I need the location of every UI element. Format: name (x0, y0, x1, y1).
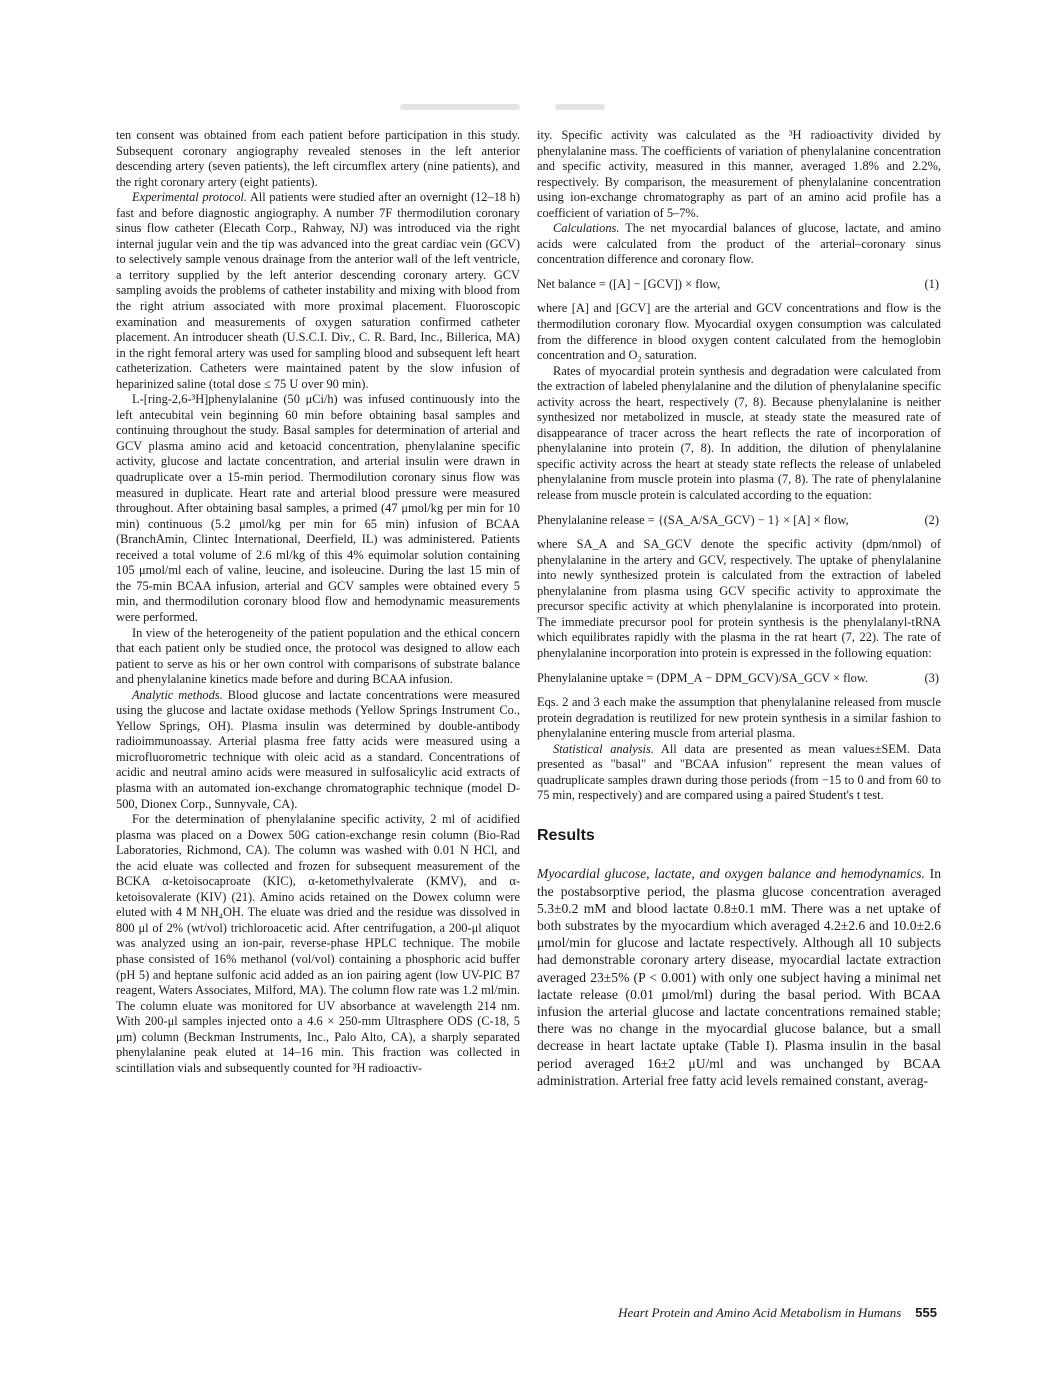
left-column (116, 128, 520, 1076)
paragraph-body: In the postabsorptive period, the plasma glucose concentration averaged 5.3±0.2 mM and blood lactate 0.8±0.1 mM. There was a net uptake of both substrates by the myocardium which averaged 4.2±2.6 and 10.0±2.6 μmol/min for glucose and lactate respectively. Although all 10 subjects had demonstrable coronary artery disease, myocardial lactate extraction averaged 23±5% (P < 0.001) with only one subject having a minimal net lactate release (0.01 μmol/ml) during the basal period. With BCAA infusion the arterial glucose and lactate concentrations remained stable; there was no change in the myocardial glucose balance, but a small decrease in heart lactate uptake (Table I). Plasma insulin in the basal period averaged 16±2 μU/ml and was unchanged by BCAA administration. Arterial free fatty acid levels remained constant, averag- (537, 866, 941, 1088)
paragraph-heading: Experimental protocol. (132, 190, 247, 205)
paragraph (116, 688, 520, 812)
section-heading-results: Results (537, 826, 595, 844)
paragraph: In view of the heterogeneity of the patient population and the ethical concern that each patient only be studied once, the protocol was designed to allow each patient to serve as his or her own control with comparisons of substrate balance and phenylalanine kinetics made before and during BCAA infusion. (116, 625, 520, 687)
paragraph (116, 190, 520, 392)
equation-number: (3) (924, 670, 939, 685)
paragraph: For the determination of phenylalanine specific activity, 2 ml of acidified plasma was placed on a Dowex 50G cation-exchange resin column (Bio-Rad Laboratories, Richmond, CA). The column was washed with 0.01 N HCl, and the acid eluate was collected and frozen for subsequent measurement of the BCKA α-ketoisocaproate (KIC), α-ketomethylvalerate (KMV), and α-ketoisovalerate (KIV) (21). Amino acids retained on the Dowex column were eluted with 4 M NH₄OH. The eluate was dried and the residue was dissolved in 800 μl of 2% (wt/vol) trichloroacetic acid. After centrifugation, a 200-μl aliquot was analyzed using an ion-pair, reverse-phase HPLC technique. The mobile phase consisted of 16% methanol (vol/vol) containing a phosphoric acid buffer (pH 5) and heptane sulfonic acid added as an ion pairing agent (low UV-PIC B7 reagent, Waters Associates, Milford, MA). The column flow rate was 1.2 ml/min. The column eluate was monitored for UV absorbance at wavelength 214 nm. With 200-μl samples injected onto a 4.6 × 250-mm Ultrasphere ODS (C-18, 5 μm) column (Beckman Instruments, Inc., Palo Alto, CA), a sharply separated phenylalanine peak eluted at 14–16 min. This fraction was collected in scintillation vials and subsequently counted for ³H radioactiv- (116, 812, 520, 1075)
page-footer (537, 1305, 937, 1321)
scan-smudge (400, 104, 520, 110)
paragraph-heading: Calculations. (553, 221, 620, 236)
paragraph (537, 865, 941, 1089)
paragraph: ten consent was obtained from each patient before participation in this study. Subsequent coronary angiography revealed stenoses in the left anterior descending artery (seven patients), the left circumflex artery (nine patients), and the right coronary artery (eight patients). (116, 128, 520, 189)
equation-1 (537, 277, 941, 293)
paragraph-body: All data are presented as mean values±SEM. Data presented as "basal" and "BCAA infusion" represent the mean values of quadruplicate samples drawn during those periods (from −15 to 0 and from 60 to 75 min, respectively) and are compared using a paired Student's t test. (537, 741, 941, 803)
paragraph-body: Blood glucose and lactate concentrations were measured using the glucose and lactate oxidase methods (Yellow Springs Instrument Co., Yellow Springs, OH). Plasma insulin was determined by double-antibody radioimmunoassay. Arterial plasma free fatty acids were measured using a microfluorometric technique with oleic acid as a standard. Concentrations of acidic and neutral amino acids were measured in sulfosalicylic acid extracts of plasma with an automated ion-exchange chromatographic technique (model D-500, Dionex Corp., Sunnyvale, CA). (116, 687, 520, 811)
paragraph-heading: Myocardial glucose, lactate, and oxygen balance and hemodynamics. (537, 866, 925, 882)
results-body (537, 865, 941, 1089)
scan-smudge (555, 104, 605, 110)
equation-text: Phenylalanine release = {(SA_A/SA_GCV) − 1} × [A] × flow, (537, 512, 849, 527)
paragraph (537, 221, 941, 268)
paragraph-body: The net myocardial balances of glucose, lactate, and amino acids were calculated from the product of the arterial–coronary sinus concentration difference and coronary flow. (537, 221, 941, 267)
paragraph: ity. Specific activity was calculated as the ³H radioactivity divided by phenylalanine mass. The coefficients of variation of phenylalanine concentration and specific activity, measured in this manner, averaged 1.8% and 2.2%, respectively. By comparison, the measurement of phenylalanine concentration using ion-exchange chromatography as part of an amino acid profile has a coefficient of variation of 5–7%. (537, 128, 941, 220)
paragraph (537, 742, 941, 804)
paragraph-heading: Statistical analysis. (553, 741, 654, 756)
equation-number: (2) (924, 512, 939, 527)
right-column (537, 128, 941, 1089)
paragraph-body: All patients were studied after an overnight (12–18 h) fast and before diagnostic angiography. A number 7F thermodilution coronary sinus flow catheter (Elecath Corp., Rahway, NJ) was introduced via the right internal jugular vein and the tip was advanced into the great cardiac vein (GCV) to selectively sample venous drainage from the anterior wall of the left ventricle, a territory supplied by the left anterior descending coronary artery. GCV sampling avoids the problems of catheter instability and mixing with blood from the right atrium associated with more proximal placement. Fluoroscopic examination and measurements of oxygen saturation confirmed catheter placement. An introducer sheath (U.S.C.I. Div., C. R. Bard, Inc., Billerica, MA) in the right femoral artery was used for sampling blood and subsequent left heart catheterization. Catheters were maintained patent by the slow infusion of heparinized saline (total dose ≤ 75 U over 90 min). (116, 190, 520, 391)
running-title: Heart Protein and Amino Acid Metabolism in Humans (618, 1305, 902, 1320)
equation-text: Phenylalanine uptake = (DPM_A − DPM_GCV)/SA_GCV × flow. (537, 670, 869, 685)
paragraph: Eqs. 2 and 3 each make the assumption that phenylalanine released from muscle protein degradation is reutilized for new protein synthesis in a similar fashion to phenylalanine entering muscle from arterial plasma. (537, 695, 941, 741)
paragraph: where [A] and [GCV] are the arterial and GCV concentrations and flow is the thermodilution coronary flow. Myocardial oxygen consumption was calculated from the difference in blood oxygen content calculated from the hemoglobin concentration and O₂ saturation. (537, 301, 941, 363)
paragraph-heading: Analytic methods. (132, 687, 223, 702)
paragraph: L-[ring-2,6-³H]phenylalanine (50 μCi/h) was infused continuously into the left antecubital vein beginning 60 min before obtaining basal samples and continuing throughout the study. Basal samples for determination of arterial and GCV plasma amino acid and ketoacid concentration, phenylalanine specific activity, glucose and lactate concentration, and arterial insulin were drawn in quadruplicate over a 15-min period. Thermodilution coronary sinus flow was measured in duplicate. Heart rate and arterial blood pressure were measured throughout. After obtaining basal samples, a primed (47 μmol/kg per min for 10 min) continuous (5.2 μmol/kg per min for 65 min) infusion of BCAA (BranchAmin, Clintec International, Deerfield, IL) was administered. Patients received a total volume of 2.6 ml/kg of this 4% equimolar solution containing 105 μmol/ml each of valine, leucine, and isoleucine. During the last 15 min of the 75-min BCAA infusion, arterial and GCV samples were obtained every 5 min, and thermodilution coronary blood flow and hemodynamic measurements were performed. (116, 392, 520, 624)
equation-number: (1) (924, 276, 939, 291)
paragraph: where SA_A and SA_GCV denote the specific activity (dpm/nmol) of phenylalanine in the artery and GCV, respectively. The uptake of phenylalanine into newly synthesized protein is calculated from the extraction of labeled phenylalanine from plasma using GCV specific activity to approximate the precursor specific activity at which phenylalanine is incorporated into protein. The immediate precursor pool for protein synthesis is the phenylalanyl-tRNA which equilibrates rapidly with the plasma in the rat heart (7, 22). The rate of phenylalanine incorporation into protein is expressed in the following equation: (537, 537, 941, 660)
equation-3 (537, 671, 941, 687)
equation-2 (537, 513, 941, 529)
paragraph: Rates of myocardial protein synthesis and degradation were calculated from the extraction of labeled phenylalanine and the dilution of phenylalanine specific activity across the heart, respectively (7, 8). Because phenylalanine is neither synthesized nor metabolized in muscle, at steady state the measured rate of disappearance of tracer across the heart reflects the rate of incorporation of phenylalanine into protein (7, 8). In addition, the dilution of phenylalanine specific activity across the heart at steady state reflects the release of unlabeled phenylalanine from muscle protein into plasma (7, 8). The rate of phenylalanine release from muscle protein is calculated according to the equation: (537, 363, 941, 503)
page-number: 555 (915, 1305, 937, 1320)
equation-text: Net balance = ([A] − [GCV]) × flow, (537, 276, 721, 291)
